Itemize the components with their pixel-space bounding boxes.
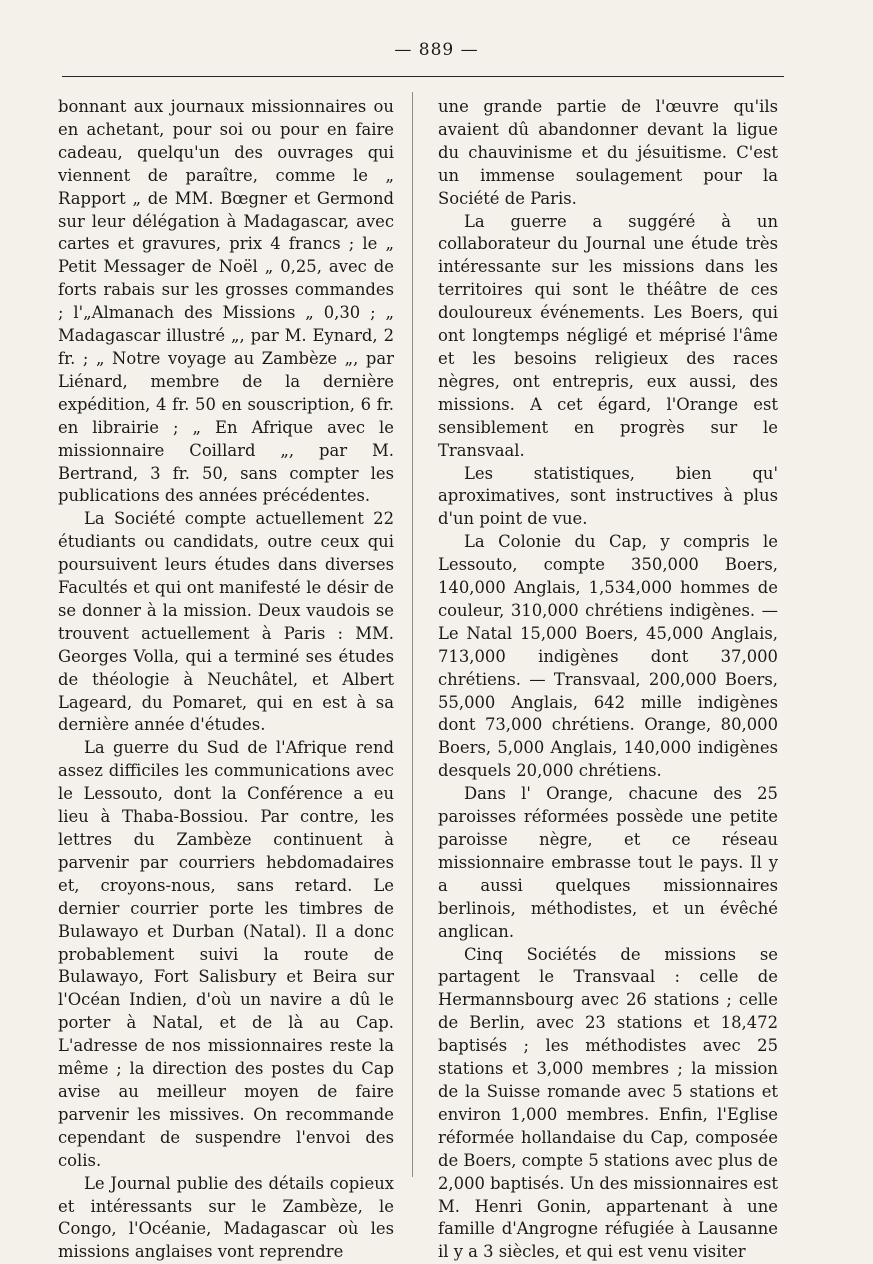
paragraph: Le Journal publie des détails copieux et intéressants sur le Zambèze, le Congo, l'Océanie, Madagascar où les missions anglaises vont reprendre xyxy=(58,1173,394,1262)
header-rule xyxy=(62,76,784,77)
right-column xyxy=(438,96,778,1264)
paragraph: La guerre a suggéré à un collaborateur du Journal une étude très intéressante sur les missions dans les territoires qui sont le théâtre de ces douloureux événements. Les Boers, qui ont longtemps négligé et méprisé l'âme et les besoins religieux des races nègres, ont entrepris, eux aussi, des missions. A cet égard, l'Orange est sensiblement en progrès sur le Transvaal. xyxy=(438,211,778,460)
paragraph: Cinq Sociétés de missions se partagent le Transvaal : celle de Hermannsbourg avec 26 stations ; celle de Berlin, avec 23 stations et 18,472 baptisés ; les méthodistes avec 25 stations et 3,000 membres ; la mission de la Suisse romande avec 5 stations et environ 1,000 membres. Enfin, l'Eglise réformée hollandaise du Cap, composée de Boers, compte 5 stations avec plus de 2,000 baptisés. Un des missionnaires est M. Henri Gonin, appartenant à une famille d'Angrogne réfugiée à Lausanne il y a 3 siècles, et qui est venu visiter xyxy=(438,944,778,1262)
left-column xyxy=(58,96,394,1264)
page-number: — 889 — xyxy=(394,40,479,60)
paragraph: une grande partie de l'œuvre qu'ils avaient dû abandonner devant la ligue du chauvinisme et du jésuitisme. C'est un immense soulagement pour la Société de Paris. xyxy=(438,97,778,208)
paragraph: bonnant aux journaux missionnaires ou en achetant, pour soi ou pour en faire cadeau, quelqu'un des ouvrages qui viennent de paraître, comme le „ Rapport „ de MM. Bœgner et Germond sur leur délégation à Madagascar, avec cartes et gravures, prix 4 francs ; le „ Petit Messager de Noël „ 0,25, avec de forts rabais sur les grosses commandes ; l'„Almanach des Missions „ 0,30 ; „ Madagascar illustré „, par M. Eynard, 2 fr. ; „ Notre voyage au Zambèze „, par Liénard, membre de la dernière expédition, 4 fr. 50 en souscription, 6 fr. en librairie ; „ En Afrique avec le missionnaire Coillard „, par M. Bertrand, 3 fr. 50, sans compter les publications des années précédentes. xyxy=(58,97,394,506)
paragraph: La Société compte actuellement 22 étudiants ou candidats, outre ceux qui poursuivent leurs études dans diverses Facultés et qui ont manifesté le désir de se donner à la mission. Deux vaudois se trouvent actuellement à Paris : MM. Georges Volla, qui a terminé ses études de théologie à Neuchâtel, et Albert Lageard, du Pomaret, qui en est à sa dernière année d'études. xyxy=(58,509,394,735)
paragraph: Dans l' Orange, chacune des 25 paroisses réformées possède une petite paroisse nègre, et ce réseau missionnaire embrasse tout le pays. Il y a aussi quelques missionnaires berlinois, méthodistes, et un évêché anglican. xyxy=(438,784,778,941)
paragraph: La guerre du Sud de l'Afrique rend assez difficiles les communications avec le Lessouto, dont la Conférence a eu lieu à Thaba-Bossiou. Par contre, les lettres du Zambèze continuent à parvenir par courriers hebdomadaires et, croyons-nous, sans retard. Le dernier courrier porte les timbres de Bulawayo et Durban (Natal). Il a donc probablement suivi la route de Bulawayo, Fort Salisbury et Beira sur l'Océan Indien, d'où un navire a dû le porter à Natal, et de là au Cap. L'adresse de nos missionnaires reste la même ; la direction des postes du Cap avise au meilleur moyen de faire parvenir les missives. On recommande cependant de suspendre l'envoi des colis. xyxy=(58,738,394,1170)
paragraph: La Colonie du Cap, y compris le Lessouto, compte 350,000 Boers, 140,000 Anglais, 1,534,000 hommes de couleur, 310,000 chrétiens indigènes. — Le Natal 15,000 Boers, 45,000 Anglais, 713,000 indigènes dont 37,000 chrétiens. — Transvaal, 200,000 Boers, 55,000 Anglais, 642 mille indigènes dont 73,000 chrétiens. Orange, 80,000 Boers, 5,000 Anglais, 140,000 indigènes desquels 20,000 chrétiens. xyxy=(438,532,778,781)
column-divider xyxy=(412,92,413,1177)
paragraph: Les statistiques, bien qu' aproximatives, sont instructives à plus d'un point de vue. xyxy=(438,463,778,529)
